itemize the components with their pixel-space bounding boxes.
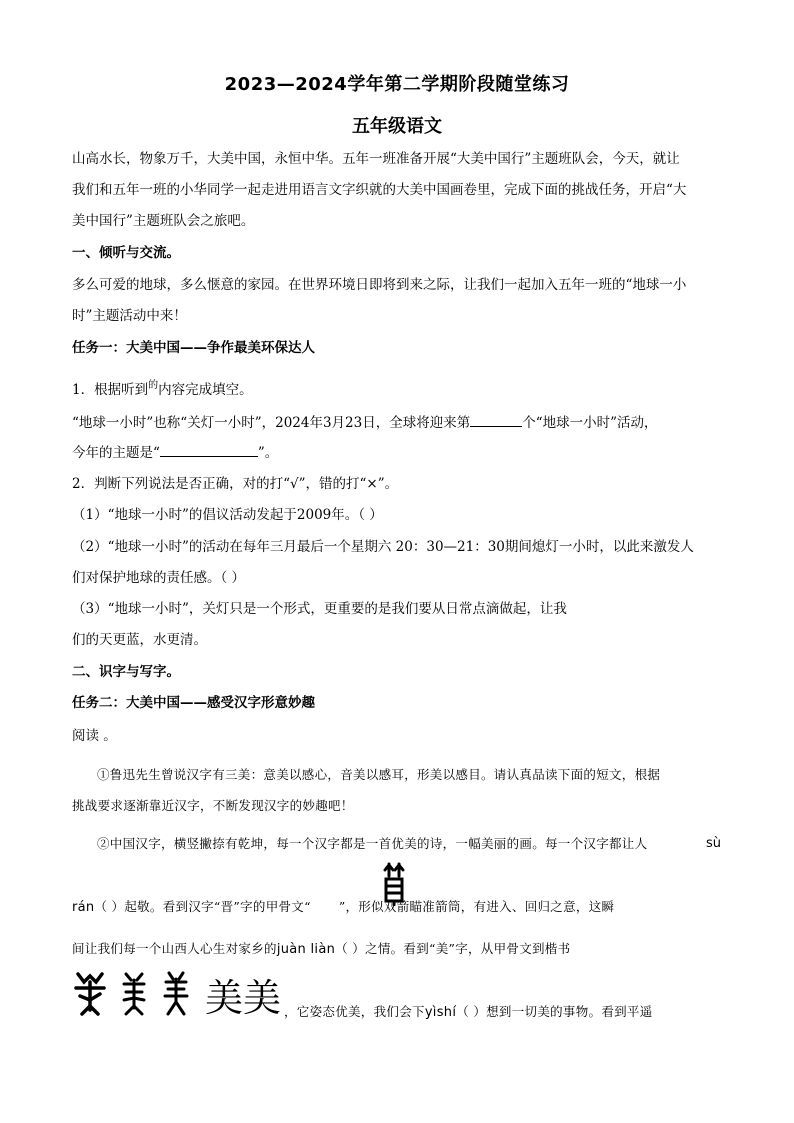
fill-text-c: 今年的主题是“ (72, 445, 160, 461)
question-1-end: 内容完成填空。 (158, 382, 253, 398)
pinyin-juanlian: juàn liàn (276, 942, 336, 957)
judge-item-3-line-2: 们的天更蓝，水更清。 (72, 632, 207, 648)
read-label: 阅读 。 (72, 728, 117, 744)
judge-item-1: （1）“地球一小时”的倡议活动发起于2009年。（ ） (72, 507, 383, 523)
passage-2-line-1: ②中国汉字，横竖撇捺有乾坤，每一个汉字都是一首优美的诗，一幅美丽的画。每一个汉字都让人 (97, 836, 648, 851)
blank-edition-number[interactable] (470, 412, 522, 427)
page-subtitle: 五年级语文 (352, 116, 442, 137)
intro-line-2: 我们和五年一班的小华同学一起走进用语言文字织就的大美中国画卷里，完成下面的挑战任务，开启“大 (72, 182, 687, 198)
section1-heading: 一、倾听与交流。 (72, 245, 180, 261)
mei-bronze-icon (118, 970, 150, 1018)
passage-2-line-2-a: （ ）起敬。看到汉字“晋”字的甲骨文“ (94, 899, 311, 914)
oracle-bone-jin-icon (383, 862, 405, 906)
passage-1-line-2: 挑战要求逐渐靠近汉字，不断发现汉字的妙趣吧！ (72, 798, 354, 813)
section2-heading: 二、识字与写字。 (72, 664, 180, 680)
judge-item-2-line-1: （2）“地球一小时”的活动在每年三月最后一个星期六 20：30—21：30期间熄灯一小时，以此来激发人 (72, 539, 694, 555)
mei-oracle-bone-icon (72, 970, 108, 1018)
passage-2-line-4-a: ，它姿态优美，我们会下 (284, 1004, 425, 1019)
passage-1-line-1: ①鲁迅先生曾说汉字有三美：意美以感心，音美以感耳，形美以感目。请认真品读下面的短文，根据 (97, 767, 661, 782)
judge-item-2-line-2: 们对保护地球的责任感。（ ） (72, 570, 246, 586)
passage-2-line-3-b: （ ）之情。看到“美”字，从甲骨文到楷书 (335, 941, 571, 956)
question-2: 2．判断下列说法是否正确，对的打“√”，错的打“×”。 (72, 476, 399, 492)
fill-blank-line-1 (72, 412, 728, 433)
mei-clerical-regular-chars: 美美 (205, 976, 282, 1020)
question-1-small-char: 的 (148, 380, 159, 391)
passage-2-line-3-a: 间让我们每一个山西人心生对家乡的 (72, 941, 277, 956)
passage-2-line-2-b: ”，形似双箭瞄准箭筒，有进入、回归之意，这瞬 (338, 899, 615, 914)
blank-theme[interactable] (160, 442, 258, 457)
question-1-start: 1．根据听到 (72, 382, 149, 398)
section1-para-line-2: 时”主题活动中来！ (72, 308, 187, 324)
fill-text-b: 个“地球一小时”活动， (522, 415, 658, 431)
task2-heading: 任务二：大美中国——感受汉字形意妙趣 (72, 695, 315, 711)
mei-seal-icon (160, 970, 192, 1018)
task1-heading: 任务一：大美中国——争作最美环保达人 (72, 340, 315, 356)
passage-2-line-4-b: （ ）想到一切美的事物。看到平遥 (456, 1004, 653, 1019)
page-title: 2023—2024学年第二学期阶段随堂练习 (224, 74, 570, 95)
fill-blank-line-2 (72, 442, 728, 463)
passage-2-line-3 (72, 939, 728, 960)
judge-item-3-line-1: （3）“地球一小时”，关灯只是一个形式，更重要的是我们要从日常点滴做起，让我 (72, 601, 567, 617)
intro-line-1: 山高水长，物象万千，大美中国，永恒中华。五年一班准备开展“大美中国行”主题班队会，今天，就让 (72, 151, 680, 167)
section1-para-line-1: 多么可爱的地球，多么惬意的家园。在世界环境日即将到来之际，让我们一起加入五年一班的“地球一小 (72, 277, 687, 293)
pinyin-yishi: yìshí (424, 1005, 457, 1020)
pinyin-su: sù (706, 836, 722, 851)
question-1 (72, 376, 728, 400)
intro-line-3: 美中国行”主题班队会之旅吧。 (72, 213, 255, 229)
fill-text-a: “地球一小时”也称“关灯一小时”，2024年3月23日，全球将迎来第 (72, 415, 471, 431)
passage-2-line-4 (284, 1002, 724, 1023)
fill-text-d: ”。 (257, 445, 279, 461)
pinyin-ran: rán (72, 900, 95, 915)
